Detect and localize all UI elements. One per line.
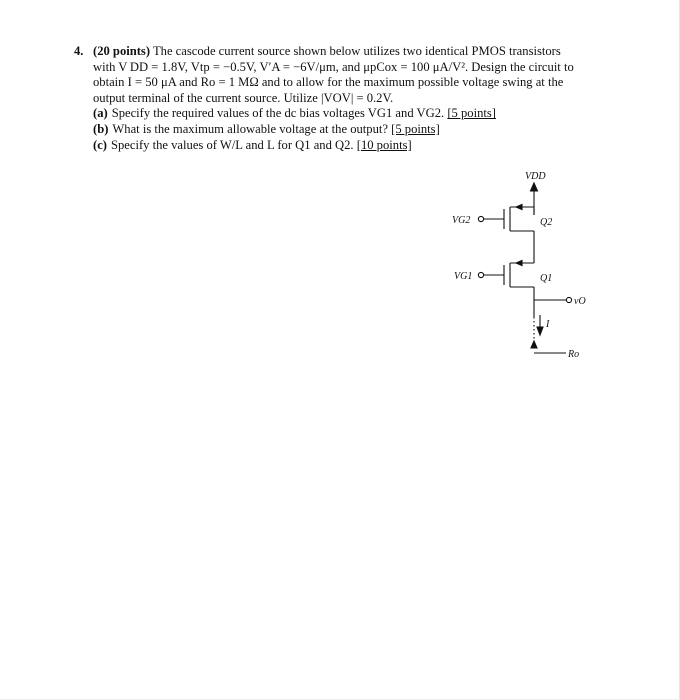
ro-arrow-icon bbox=[531, 341, 537, 348]
problem-4 bbox=[74, 44, 614, 153]
problem-line-2: with V DD = 1.8V, Vtp = −0.5V, V′A = −6V/μm, and μpCox = 100 μA/V². Design the circuit to bbox=[93, 59, 574, 74]
part-b: (b) What is the maximum allowable voltage at the output? [5 points] bbox=[93, 121, 440, 136]
q2-source-arrow-icon bbox=[516, 205, 522, 210]
q1-label: Q1 bbox=[540, 273, 553, 284]
q1-source-arrow-icon bbox=[516, 261, 522, 266]
vo-label: vO bbox=[574, 296, 586, 307]
points-label: (20 points) bbox=[93, 44, 151, 58]
cascode-circuit-diagram bbox=[440, 165, 620, 375]
ro-label: Ro bbox=[568, 349, 580, 360]
q2-label: Q2 bbox=[540, 217, 553, 228]
problem-line-3: obtain I = 50 μA and Ro = 1 MΩ and to allow for the maximum possible voltage swing at the bbox=[93, 75, 564, 90]
part-c: (c) Specify the values of W/L and L for Q1 and Q2. [10 points] bbox=[93, 137, 412, 152]
question-number: 4. bbox=[74, 44, 84, 58]
current-arrow-icon bbox=[537, 327, 543, 335]
problem-line-4: output terminal of the current source. Utilize |VOV| = 0.2V. bbox=[93, 90, 394, 105]
part-a: (a) Specify the required values of the dc bias voltages VG1 and VG2. [5 points] bbox=[93, 106, 496, 121]
vdd-arrow-icon bbox=[531, 183, 538, 191]
vdd-label: VDD bbox=[525, 171, 546, 182]
vg2-terminal bbox=[478, 216, 483, 221]
current-label: I bbox=[546, 319, 550, 330]
vg1-label: VG1 bbox=[454, 271, 473, 282]
vg2-label: VG2 bbox=[452, 215, 471, 226]
vg1-terminal bbox=[478, 272, 483, 277]
problem-body bbox=[93, 44, 614, 153]
vo-terminal bbox=[566, 297, 571, 302]
problem-line-1: (20 points) The cascode current source shown below utilizes two identical PMOS transistors bbox=[93, 44, 561, 58]
